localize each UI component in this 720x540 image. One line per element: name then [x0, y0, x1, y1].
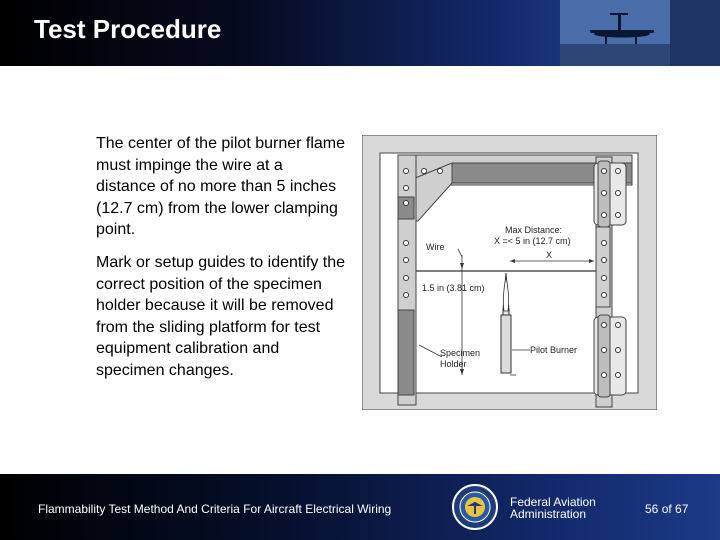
specimen-holder-label-2: Holder — [440, 359, 467, 369]
slide-footer — [0, 474, 720, 540]
max-distance-value: X =< 5 in (12.7 cm) — [494, 236, 571, 246]
x-dimension-label: X — [546, 250, 553, 260]
airplane-icon — [560, 0, 720, 66]
agency-line-2: Administration — [510, 507, 587, 521]
pilot-burner-label: Pilot Burner — [530, 345, 578, 355]
page-current: 56 — [645, 502, 659, 516]
page-indicator — [645, 502, 688, 516]
offset-label: 1.5 in (3.81 cm) — [422, 283, 485, 293]
slide-header — [0, 0, 720, 66]
wire-label: Wire — [426, 242, 445, 252]
specimen-holder-label-1: Specimen — [440, 348, 481, 358]
agency-line-1: Federal Aviation — [510, 495, 596, 509]
course-title: Flammability Test Method And Criteria For Aircraft Electrical Wiring — [38, 502, 392, 516]
page-total: of 67 — [661, 502, 689, 516]
faa-seal — [452, 484, 498, 530]
body-paragraph-2: Mark or setup guides to identify the correct position of the specimen holder because it will be removed from the sliding platform for test equipment calibration and specimen changes. — [96, 254, 346, 379]
agency-name — [510, 496, 596, 520]
airplane-photo — [560, 0, 720, 66]
specimen-holder-diagram — [362, 135, 657, 410]
diagram-svg — [362, 135, 657, 410]
body-paragraph-1: The center of the pilot burner flame must impinge the wire at a distance of no more than 5 inches (12.7 cm) from the lower clamping point. — [96, 135, 346, 238]
faa-seal-icon — [452, 484, 498, 530]
max-distance-label: Max Distance: — [505, 225, 563, 235]
slide-title: Test Procedure — [34, 14, 222, 44]
